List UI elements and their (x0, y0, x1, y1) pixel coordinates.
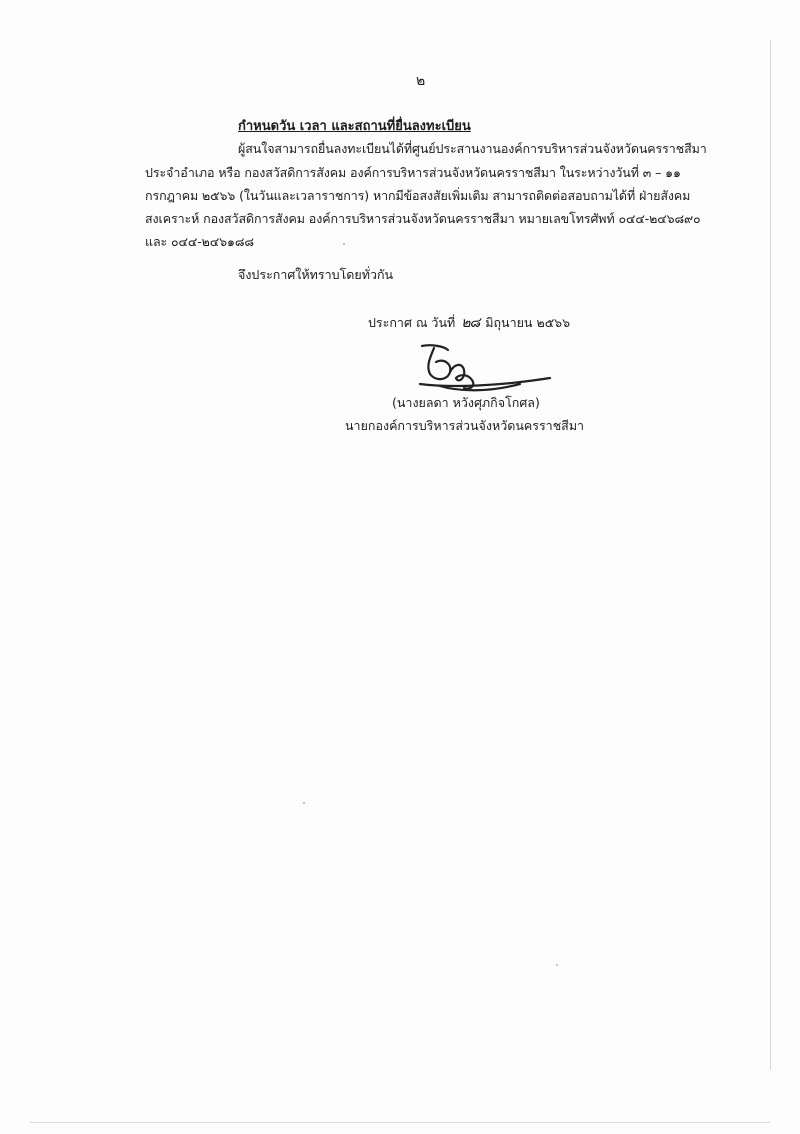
scan-edge-bottom (30, 1122, 770, 1123)
signature-image (400, 340, 560, 400)
signer-name: (นางยลดา หวังศุภกิจโกศล) (392, 395, 540, 410)
page-number: ๒ (416, 73, 426, 89)
paragraph-line: สงเคราะห์ กองสวัสดิการสังคม องค์การบริหารส่วนจังหวัดนครราชสีมา หมายเลขโทรศัพท์ ๐๔๔-๒๔๖๘๙๐ (145, 211, 701, 226)
section-heading: กำหนดวัน เวลา และสถานที่ยื่นลงทะเบียน (238, 119, 471, 134)
scan-speck (556, 964, 558, 966)
announcement-month-year: มิถุนายน ๒๕๖๖ (485, 315, 571, 330)
paragraph-line: กรกฎาคม ๒๕๖๖ (ในวันและเวลาราชการ) หากมีข้อสงสัยเพิ่มเติม สามารถติดต่อสอบถามได้ที่ ฝ่ายสังคม (145, 188, 691, 203)
signer-title: นายกองค์การบริหารส่วนจังหวัดนครราชสีมา (345, 418, 585, 433)
paragraph-line: ผู้สนใจสามารถยื่นลงทะเบียนได้ที่ศูนย์ประสานงานองค์การบริหารส่วนจังหวัดนครราชสีมา (238, 141, 707, 156)
scan-speck (303, 802, 305, 804)
scan-speck (343, 243, 345, 245)
announcement-date (368, 312, 570, 334)
announcement-day-handwritten: ๒๘ (461, 315, 480, 331)
scan-edge-right (770, 40, 771, 1070)
paragraph-line: และ ๐๔๔-๒๔๖๑๘๘ (145, 234, 254, 249)
paragraph-line: ประจำอำเภอ หรือ กองสวัสดิการสังคม องค์การบริหารส่วนจังหวัดนครราชสีมา ในระหว่างวันที่ ๓ – ๑๑ (145, 165, 681, 180)
closing-statement: จึงประกาศให้ทราบโดยทั่วกัน (238, 267, 394, 282)
announcement-prefix: ประกาศ ณ วันที่ (368, 315, 456, 330)
